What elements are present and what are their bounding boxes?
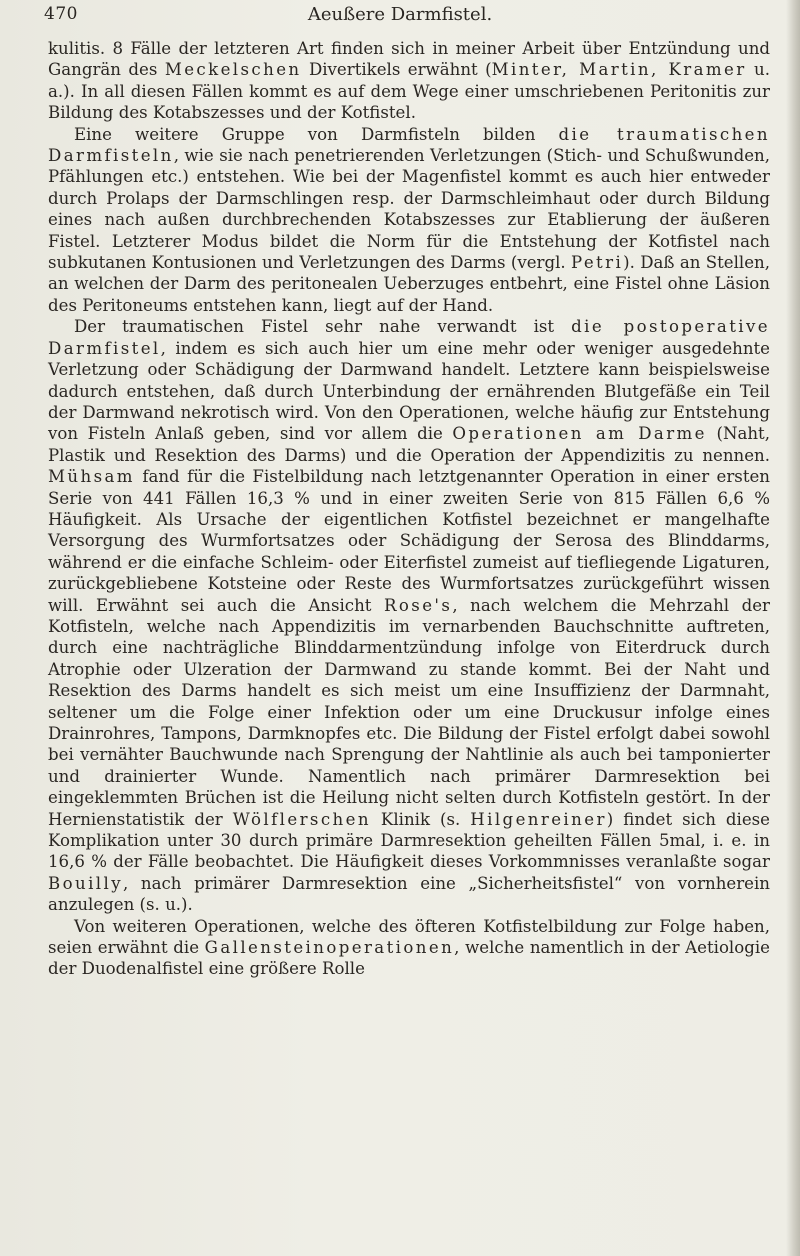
- text-run: kulitis. 8 Fälle der letzteren Art finden sich in meiner Arbeit über Entzündung und Gangrän des: [48, 39, 770, 80]
- text-run: (Naht, Plastik und Resektion des Darms) und die Operation der Appendizitis zu nennen.: [48, 424, 770, 465]
- text-run: , nach welchem die Mehrzahl der Kotfisteln, welche nach Appendizitis im vernarbenden Bauchschnitte auftreten, durch eine nachträgliche Blinddarmentzündung infolge von Eiterdruck durch Atrophie oder Ulzeration der Darmwand zu stande kommt. Bei der Naht und Resektion des Darms handelt es sich meist um eine Insuffizienz der Darmnaht, seltener um die Folge einer Infektion oder um eine Druckusur infolge eines Drainrohres, Tampons, Darmknopfes etc. Die Bildung der Fistel erfolgt dabei sowohl bei vernähter Bauchwunde nach Sprengung der Nahtlinie als auch bei tamponierter und drainierter Wunde. Namentlich nach primärer Darmresektion bei eingeklemmten Brüchen ist die Heilung nicht selten durch Kotfisteln gestört. In der Hernienstatistik der: [48, 595, 770, 829]
- spaced-emphasis: Petri: [571, 253, 624, 273]
- spaced-emphasis: Gallensteinoperationen: [204, 938, 455, 958]
- paragraph: [48, 316, 770, 915]
- spaced-emphasis: Mühsam: [48, 467, 135, 487]
- text-run: u. a.). In all diesen Fällen kommt es auf dem Wege einer umschriebenen Peritonitis zur Bildung des Kotabszesses und der Kotfistel.: [48, 60, 771, 123]
- spaced-emphasis: Operationen am Darme: [452, 424, 707, 444]
- page-number: 470: [44, 4, 78, 24]
- running-title: Aeußere Darmfistel.: [307, 4, 493, 25]
- text-run: fand für die Fistelbildung nach letztgenannter Operation in einer ersten Serie von 441 Fällen 16,3 % und in einer zweiten Serie von 815 Fällen 6,6 % Häufigkeit. Als Ursache der eigentlichen Kotfistel bezeichnet er mangelhafte Versorgung des Wurmfortsatzes oder Schädigung der Serosa des Blinddarms, während er die einfache Schleim- oder Eiterfistel zumeist auf tiefliegende Ligaturen, zurückgebliebene Kotsteine oder Reste des Wurmfortsatzes zurückgeführt wissen will. Erwähnt sei auch die Ansicht: [48, 467, 770, 615]
- text-run: ). Daß an Stellen, an welchen der Darm des peritonealen Ueberzuges entbehrt, eine Fistel ohne Läsion des Peritoneums entstehen kann, liegt auf der Hand.: [48, 253, 770, 315]
- text-run: Divertikels erwähnt (: [301, 60, 492, 80]
- spaced-emphasis: Hilgenreiner: [470, 809, 607, 829]
- paragraph: [48, 124, 770, 317]
- spaced-emphasis: Wölflerschen: [232, 809, 371, 829]
- text-run: ) findet sich diese Komplikation unter 30 durch primäre Darmresektion geheilten Fällen 5mal, i. e. in 16,6 % der Fälle beobachtet. Die Häufigkeit dieses Vorkommnisses veranlaßte sogar: [48, 809, 771, 872]
- spaced-emphasis: Meckelschen: [164, 60, 302, 80]
- spaced-emphasis: die traumatischen Darmfisteln: [48, 124, 770, 166]
- text-run: , wie sie nach penetrierenden Verletzungen (Stich- und Schußwunden, Pfählungen etc.) entstehen. Wie bei der Magenfistel kommt es auch hier entweder durch Prolaps der Darmschlingen resp. der Darmschleimhaut oder durch Bildung eines nach außen durchbrechenden Kotabszesses zur Etablierung der äußeren Fistel. Letzterer Modus bildet die Norm für die Entstehung der Kotfistel nach subkutanen Kontusionen und Verletzungen des Darms (vergl.: [48, 146, 770, 273]
- text-run: Der traumatischen Fistel sehr nahe verwandt ist: [74, 317, 572, 337]
- text-run: Von weiteren Operationen, welche des öfteren Kotfistelbildung zur Folge haben, seien erwähnt die: [48, 916, 770, 958]
- spaced-emphasis: die postoperative Darmfistel: [48, 317, 770, 358]
- paragraph: [48, 38, 770, 124]
- page-edge-shadow: [786, 0, 800, 1256]
- text-run: , welche namentlich in der Aetiologie der Duodenalfistel eine größere Rolle: [48, 938, 770, 979]
- body-text: [48, 38, 770, 980]
- text-run: , indem es sich auch hier um eine mehr oder weniger ausgedehnte Verletzung oder Schädigung der Darmwand handelt. Letztere kann beispielsweise dadurch entstehen, daß durch Unterbindung der ernährenden Blutgefäße ein Teil der Darmwand nekrotisch wird. Von den Operationen, welche häufig zur Entstehung von Fisteln Anlaß geben, sind vor allem die: [48, 338, 770, 444]
- page-header: [0, 4, 800, 30]
- text-run: Klinik (s.: [370, 809, 471, 829]
- paragraph: [48, 916, 770, 980]
- spaced-emphasis: Bouilly: [48, 873, 123, 893]
- spaced-emphasis: Rose's: [384, 595, 453, 615]
- spaced-emphasis: Minter, Martin, Kramer: [491, 60, 747, 80]
- text-run: , nach primärer Darmresektion eine „Sicherheitsfistel“ von vornherein anzulegen (s. u.).: [48, 873, 770, 915]
- text-run: Eine weitere Gruppe von Darmfisteln bilden: [74, 124, 559, 144]
